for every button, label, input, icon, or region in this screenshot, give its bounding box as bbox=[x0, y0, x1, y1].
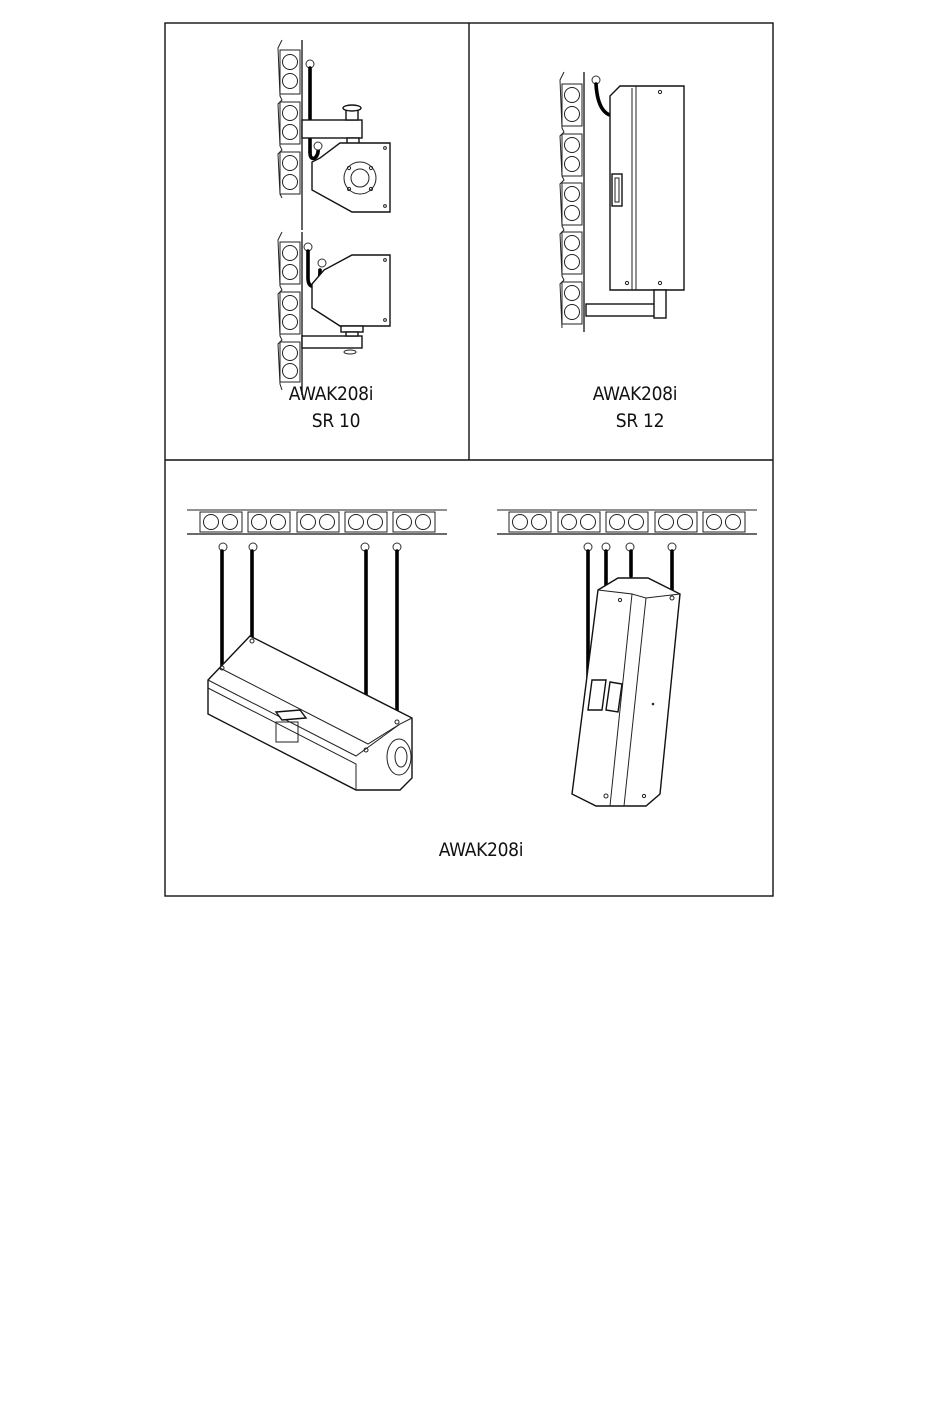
model-label-sr10: AWAK208i bbox=[288, 383, 374, 405]
series-label-sr12: SR 12 bbox=[615, 410, 665, 432]
model-label-ceiling: AWAK208i bbox=[438, 839, 524, 861]
series-label-sr10: SR 10 bbox=[311, 410, 361, 432]
model-label-sr12: AWAK208i bbox=[592, 383, 678, 405]
